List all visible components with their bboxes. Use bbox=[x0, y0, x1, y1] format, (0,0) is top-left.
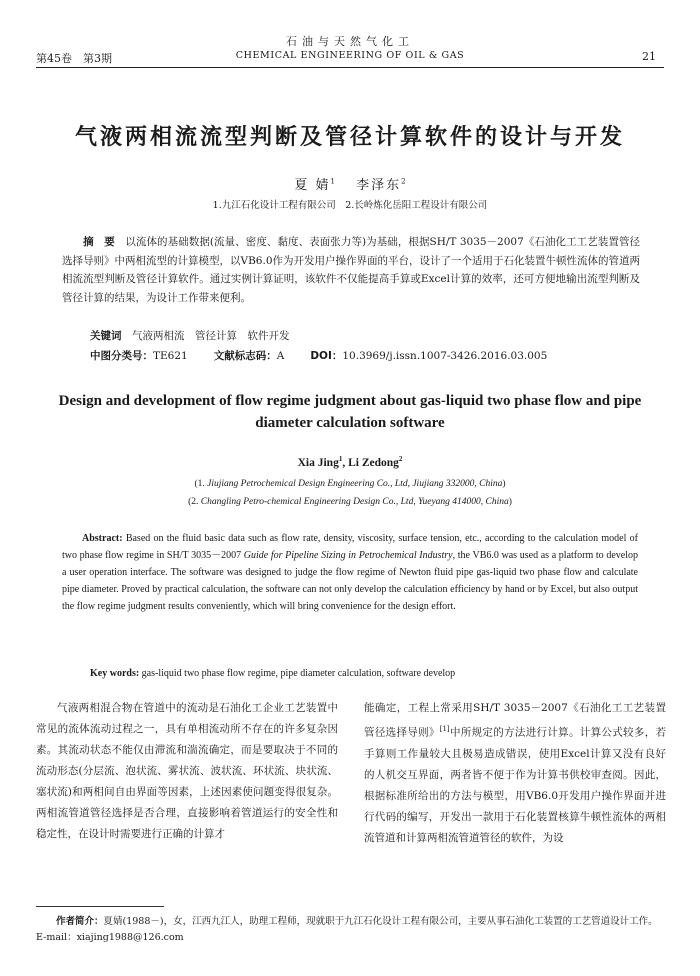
keywords-en bbox=[90, 665, 650, 682]
author1-cn: 夏 婧 bbox=[294, 178, 331, 193]
abstract-cn-label: 摘 要 bbox=[83, 236, 115, 248]
authors-cn bbox=[0, 174, 700, 193]
header-divider bbox=[36, 67, 664, 68]
author1-sup: 1 bbox=[330, 177, 335, 186]
journal-name bbox=[0, 35, 700, 63]
abstract-en-part1: Based on the fluid basic data such as flow rate, density, viscosity, surface tension, etc., according to the calculation model of two phase flow regime in SH/T 3035－2007 bbox=[62, 533, 638, 561]
journal-name-cn: 石油与天然气化工 bbox=[286, 35, 414, 48]
author2-sup: 2 bbox=[401, 177, 406, 186]
author2-cn: 李泽东 bbox=[356, 178, 402, 193]
abstract-en-part2: , the VB6.0 was used as a platform to develop a user operation interface. The software was designed to judge the flow regime of Newton fluid pipe gas-liquid two phase flow and calculate pipe diameter. Proved by practical calculation, the software can not only develop the calculation efficiency by hand or by Excel, but also output the flow regime judgment results conveniently, which will bring convenience for the design effort. bbox=[62, 550, 638, 612]
doi-label: DOI： bbox=[310, 350, 343, 362]
affiliation-cn: 1.九江石化设计工程有限公司 2.长岭炼化岳阳工程设计有限公司 bbox=[212, 200, 488, 211]
author2-en: Li Zedong bbox=[348, 456, 399, 469]
article-title-cn: 气液两相流流型判断及管径计算软件的设计与开发 bbox=[74, 125, 625, 150]
abstract-en bbox=[62, 530, 638, 615]
journal-name-en: CHEMICAL ENGINEERING OF OIL & GAS bbox=[235, 50, 465, 61]
keywords-cn-label: 关键词 bbox=[90, 330, 122, 342]
doc-code-label: 文献标志码： bbox=[213, 350, 277, 362]
classification-row bbox=[90, 347, 650, 365]
class-value: TE621 bbox=[153, 350, 188, 362]
reference-marker[interactable]: [1] bbox=[439, 725, 450, 733]
doi-value: 10.3969/j.issn.1007-3426.2016.03.005 bbox=[342, 350, 548, 362]
author1-en-sup: 1 bbox=[338, 455, 343, 463]
author-footnote bbox=[36, 914, 666, 946]
abstract-cn bbox=[62, 233, 640, 307]
affiliation-en-2-text: Changling Petro-chemical Engineering Design Co., Ltd, Yueyang 414000, China bbox=[200, 497, 509, 507]
body-column-right bbox=[364, 698, 666, 849]
author2-en-sup: 2 bbox=[398, 455, 403, 463]
affiliation-en-1-text: Jiujiang Petrochemical Design Engineering Co., Ltd, Jiujiang 332000, China bbox=[207, 479, 503, 489]
author1-en: Xia Jing bbox=[297, 456, 339, 469]
footnote-text: 夏婧(1988－)，女，江西九江人，助理工程师，现就职于九江石化设计工程有限公司，主要从事石油化工装置的工艺管道设计工作。E-mail：xiajing1988@126.com bbox=[36, 916, 658, 943]
body-column-left: 气液两相混合物在管道中的流动是石油化工企业工艺装置中常见的流体流动过程之一，具有单相流动所不存在的许多复杂因素。其流动状态不能仅由滞流和湍流确定，而是要取决于不同的流动形态(分层流、泡状流、雾状流、波状流、环状流、块状流、塞状流)和两相间自由界面等因素，上述因素使问题变得很复杂。两相流管道管径选择是否合理，直接影响着管道运行的安全性和稳定性，在设计时需要进行正确的计算才 bbox=[36, 702, 338, 840]
footnote-divider bbox=[36, 906, 164, 907]
affiliation-en bbox=[0, 475, 700, 511]
volume-issue: 第45卷 第3期 bbox=[36, 52, 112, 65]
abstract-en-label: Abstract: bbox=[82, 533, 123, 544]
body-right-part1: 能确定，工程上常采用SH/T 3035－2007《石油化工工艺装置管径选择导则》 bbox=[364, 702, 666, 739]
abstract-en-guide-title: Guide for Pipeline Sizing in Petrochemical Industry bbox=[243, 550, 453, 561]
keywords-cn bbox=[90, 327, 650, 345]
keywords-en-text: gas-liquid two phase flow regime, pipe diameter calculation, software develop bbox=[141, 668, 456, 679]
body-right-part2: 中所规定的方法进行计算。计算公式较多，若手算则工作量较大且极易造成错误，使用Excel计算又没有良好的人机交互界面，两者皆不便于作为计算书供校审查阅。因此，根据标准所给出的方法与模型，用VB6.0开发用户操作界面并进行代码的编写，开发出一款用于石化装置核算牛顿性流体的两相流管道和计算两相流管道管径的软件，为设 bbox=[364, 726, 667, 844]
affiliation-en-1: (1. Jiujiang Petrochemical Design Engineering Co., Ltd, Jiujiang 332000, China) bbox=[194, 479, 506, 489]
keywords-en-label: Key words: bbox=[90, 668, 140, 679]
affiliation-en-2: (2. Changling Petro-chemical Engineering Design Co., Ltd, Yueyang 414000, China) bbox=[188, 497, 512, 507]
footnote-label: 作者简介： bbox=[56, 916, 104, 927]
keywords-cn-text: 气液两相流 管径计算 软件开发 bbox=[132, 330, 290, 342]
page-number: 21 bbox=[642, 50, 656, 63]
doc-code-value: A bbox=[276, 350, 285, 362]
authors-en: Xia Jing$^1$, Li Zedong$^2$ bbox=[297, 455, 403, 469]
article-title-en: Design and development of flow regime judgment about gas-liquid two phase flow and pipe diameter calculation software bbox=[58, 393, 642, 431]
class-label: 中图分类号： bbox=[90, 350, 153, 362]
abstract-cn-text: 以流体的基础数据(流量、密度、黏度、表面张力等)为基础，根据SH/T 3035－2007《石油化工工艺装置管径选择导则》中两相流型的计算模型，以VB6.0作为开发用户操作界面的平台，设计了一个适用于石化装置牛顿性流体的管道两相流流型判断及管径计算软件。通过实例计算证明，该软件不仅能提高手算或Excel计算的效率，还可方便地输出流型判断及管径计算的结果，为设计工作带来便利。 bbox=[62, 236, 641, 304]
